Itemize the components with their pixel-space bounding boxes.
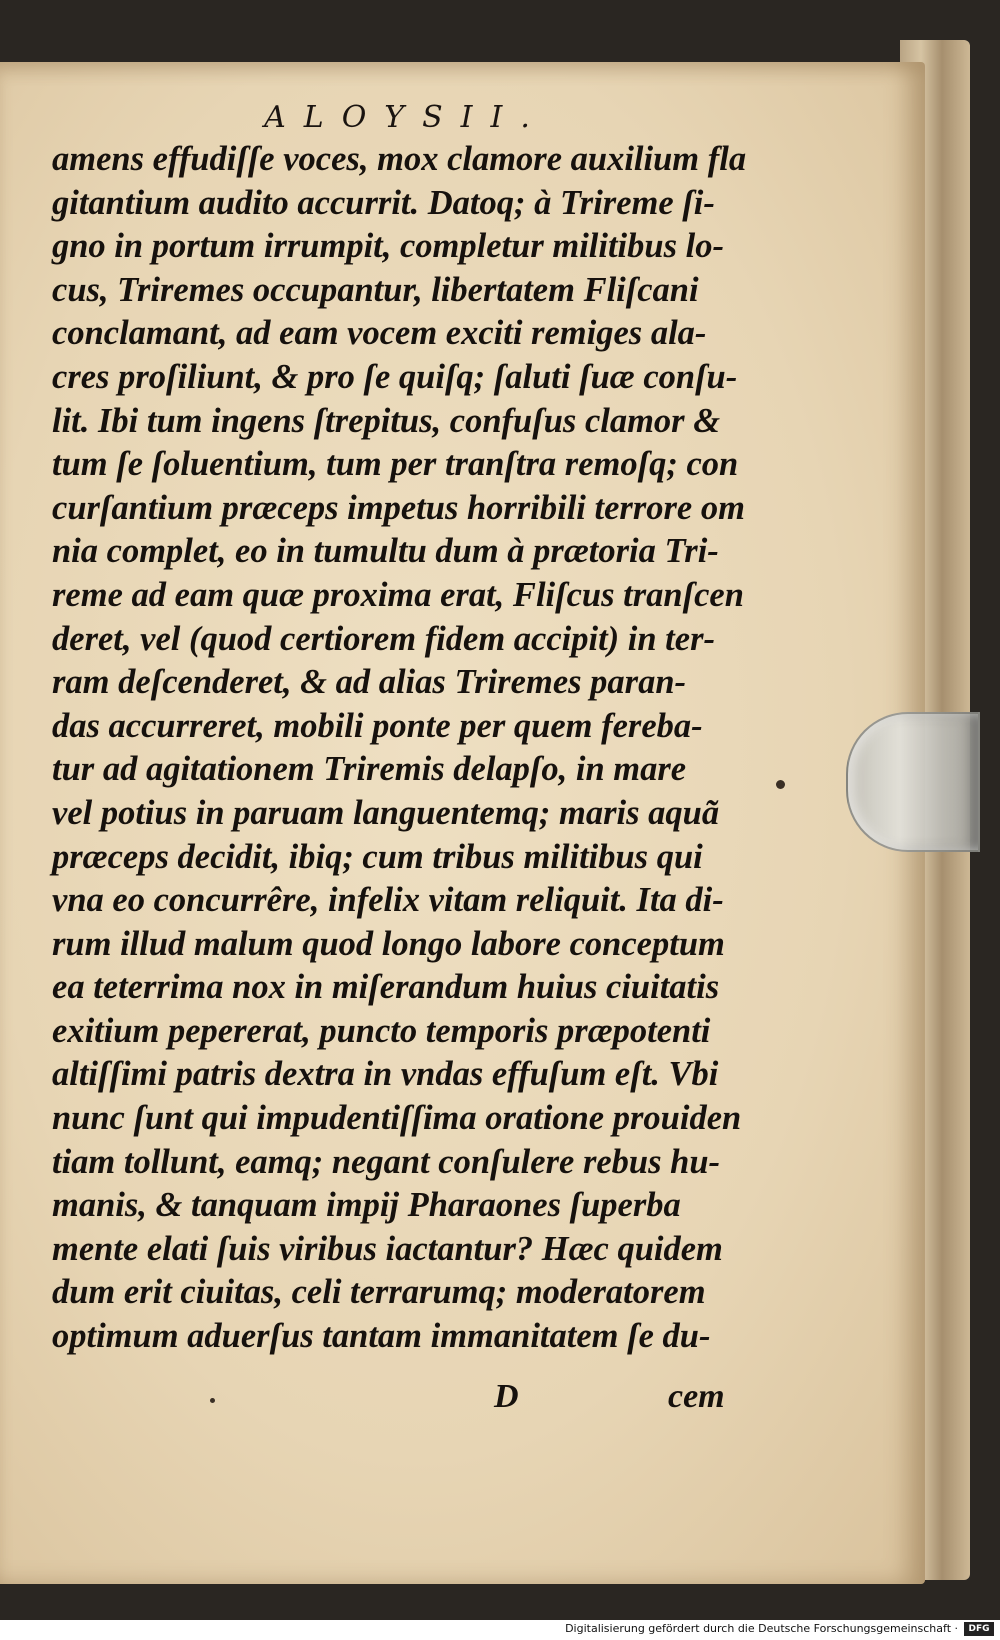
text-line: deret, vel (quod certiorem fidem accipit) in ter-: [52, 619, 715, 658]
text-line: das accurreret, mobili ponte per quem fereba-: [52, 706, 703, 745]
text-line: gitantium audito accurrit. Datoq; à Trireme ſi-: [52, 183, 715, 222]
ink-speck: [210, 1398, 215, 1403]
dfg-logo: DFG: [964, 1622, 994, 1636]
text-line: gno in portum irrumpit, completur militibus lo-: [52, 227, 724, 266]
text-line: tiam tollunt, eamq; negant conſulere rebus hu-: [52, 1142, 721, 1181]
text-line: amens effudiſſe voces, mox clamore auxilium fla: [52, 140, 747, 178]
text-line: ram deſcenderet, & ad alias Triremes paran-: [52, 663, 687, 702]
text-line: præceps decidit, ibiq; cum tribus militibus qui: [52, 837, 703, 876]
text-line: nia complet, eo in tumultu dum à prætoria Tri-: [52, 532, 719, 571]
text-line: vel potius in paruam languentemq; maris aquã: [52, 793, 720, 832]
text-line: reme ad eam quæ proxima erat, Fliſcus tranſcen: [52, 575, 744, 614]
text-line: manis, & tanquam impij Pharaones ſuperba: [52, 1186, 681, 1225]
text-line: ea teterrima nox in miſerandum huius ciuitatis: [52, 968, 720, 1007]
text-line: cus, Triremes occupantur, libertatem Fliſcani: [52, 270, 699, 309]
ink-speck: [776, 780, 785, 789]
text-line: altiſſimi patris dextra in vndas effuſum eſt. Vbi: [52, 1055, 719, 1094]
text-line: tum ſe ſoluentium, tum per tranſtra remoſq; con: [52, 445, 739, 484]
text-line: exitium pepererat, puncto temporis præpotenti: [52, 1011, 711, 1050]
text-line: rum illud malum quod longo labore conceptum: [52, 924, 725, 963]
text-line: lit. Ibi tum ingens ſtrepitus, confuſus clamor &: [52, 401, 721, 440]
text-line: optimum aduerſus tantam immanitatem ſe du-: [52, 1317, 711, 1356]
text-line: mente elati ſuis viribus iactantur? Hæc quidem: [52, 1229, 723, 1268]
page-clip: [846, 712, 980, 852]
text-line: dum erit ciuitas, celi terrarumq; moderatorem: [52, 1273, 706, 1312]
text-line: tur ad agitationem Triremis delapſo, in mare: [52, 750, 687, 789]
text-line: vna eo concurrêre, infelix vitam reliquit. Ita di-: [52, 881, 724, 920]
text-line: conclamant, ad eam vocem exciti remiges ala-: [52, 314, 707, 353]
text-line: cres proſiliunt, & pro ſe quiſq; ſaluti ſuæ conſu-: [52, 357, 738, 396]
catchword: cem: [668, 1378, 725, 1415]
running-title: ALOYSII.: [264, 100, 548, 135]
text-line: curſantium præceps impetus horribili terrore om: [52, 488, 745, 527]
body-text: [52, 138, 747, 1359]
signature-mark: D: [494, 1378, 519, 1415]
text-line: nunc ſunt qui impudentiſſima oratione prouiden: [52, 1099, 742, 1138]
footer-credit: Digitalisierung gefördert durch die Deutsche Forschungsgemeinschaft ·: [565, 1622, 958, 1635]
